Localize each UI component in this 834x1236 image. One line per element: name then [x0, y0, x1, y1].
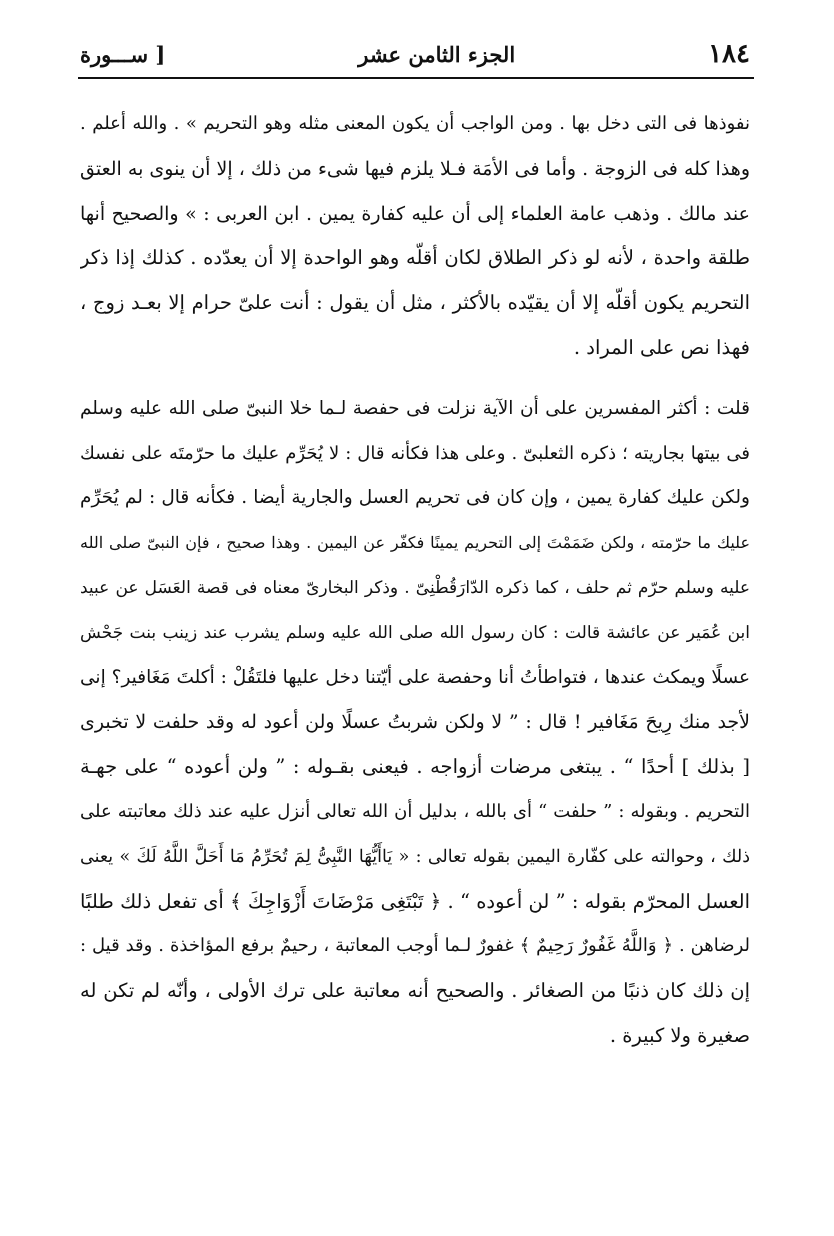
text-line: وهذا كله فى الزوجة . وأما فى الأمَة فـلا يلزم فيها شىء من ذلك ، إلا أن ينوى به العتق	[80, 157, 750, 180]
text-line: العسل المحرّم بقوله : ” لن أعوده “ . ﴿ تَبْتَغِى مَرْضَاتَ أَزْوَاجِكَ ﴾ أى تفعل ذلك طلبًا	[80, 889, 750, 913]
text-line: التحريم يكون أقلّه إلا أن يقيّده بالأكثر ، مثل أن يقول : أنت علىّ حرام إلا بعـد زوج ،	[80, 291, 750, 315]
text-line: عند مالك . وذهب عامة العلماء إلى أن عليه كفارة يمين . ابن العربى : » والصحيح أنها	[80, 202, 750, 225]
text-line: ذلك ، وحوالته على كفّارة اليمين بقوله تعالى : « يَاأَيُّهَا النَّبِىُّ لِمَ تُحَرِّمُ مَا أَحَلَّ اللَّهُ لَكَ » يعنى	[80, 846, 750, 867]
text-line: [ بذلك ] أحدًا “ . يبتغى مرضات أزواجه . فيعنى بقـوله : ” ولن أعوده “ على جهـة	[80, 755, 750, 779]
text-line: صغيرة ولا كبيرة .	[609, 1023, 750, 1047]
page-number: ١٨٤	[708, 39, 750, 69]
text-line: لرضاهن . ﴿ وَاللَّهُ غَفُورٌ رَحِيمٌ ﴾ غفورٌ لـما أوجب المعاتبة ، رحيمٌ برفع المؤاخذة . وقد قيل :	[80, 935, 750, 957]
paragraph-1	[80, 102, 750, 371]
text-line: فى بيتها بجاريته ؛ ذكره الثعلبىّ . وعلى هذا فكأنه قال : لا يُحَرِّم عليك ما حرّمتَه على نفسك	[80, 442, 750, 464]
header-divider	[78, 77, 754, 79]
page-header	[80, 34, 750, 74]
text-line: قلت : أكثر المفسرين على أن الآية نزلت فى حفصة لـما خلا النبىّ صلى الله عليه وسلم	[80, 397, 750, 419]
text-line: إن ذلك كان ذنبًا من الصغائر . والصحيح أنه معاتبة على ترك الأولى ، وأنّه لم تكن له	[80, 979, 750, 1003]
text-line: عليك ما حرّمته ، ولكن ضَمَمْتَ إلى التحريم يمينًا فكفّر عن اليمين . وهذا صحيح ، فإن النبىّ صلى الله	[80, 533, 750, 553]
text-line: عليه وسلم حرّم ثم حلف ، كما ذكره الدّارَقُطْنِىّ . وذكر البخارىّ معناه فى قصة العَسَل عن عبيد	[80, 577, 750, 598]
body-text	[80, 102, 750, 1059]
paragraph-2	[80, 387, 750, 1059]
text-line: التحريم . وبقوله : ” حلفت “ أى بالله ، بدليل أن الله تعالى أنزل عليه عند ذلك معاتبته على	[80, 800, 750, 822]
text-line: طلقة واحدة ، لأنه لو ذكر الطلاق لكان أقلّه وهو الواحدة إلا أن يعدّده . كذلك إذا ذكر	[80, 246, 750, 270]
text-line: لأجد منك رِيحَ مَغَافير ! قال : ” لا ولكن شربتُ عسلًا ولن أعود له وقد حلفت لا تخبرى	[80, 711, 750, 734]
text-line: ولكن عليك كفارة يمين ، وإن كان فى تحريم العسل والجارية أيضا . فكأنه قال : لم يُحَرِّم	[80, 487, 750, 509]
running-title: الجزء الثامن عشر	[358, 41, 516, 67]
text-line: ابن عُمَير عن عائشة قالت : كان رسول الله صلى الله عليه وسلم يشرب عند زينب بنت جَحْش	[80, 622, 750, 643]
surah-label: [ ســـورة	[80, 41, 166, 67]
paragraph-gap	[80, 371, 750, 387]
text-line: عسلًا ويمكث عندها ، فتواطأتُ أنا وحفصة على أيّتنا دخل عليها فلتَقُلْ : أكلتَ مَغَافير؟ إنى	[80, 666, 750, 688]
text-line: نفوذها فى التى دخل بها . ومن الواجب أن يكون المعنى مثله وهو التحريم » . والله أعلم .	[80, 113, 750, 134]
text-line: فهذا نص على المراد .	[573, 335, 750, 359]
